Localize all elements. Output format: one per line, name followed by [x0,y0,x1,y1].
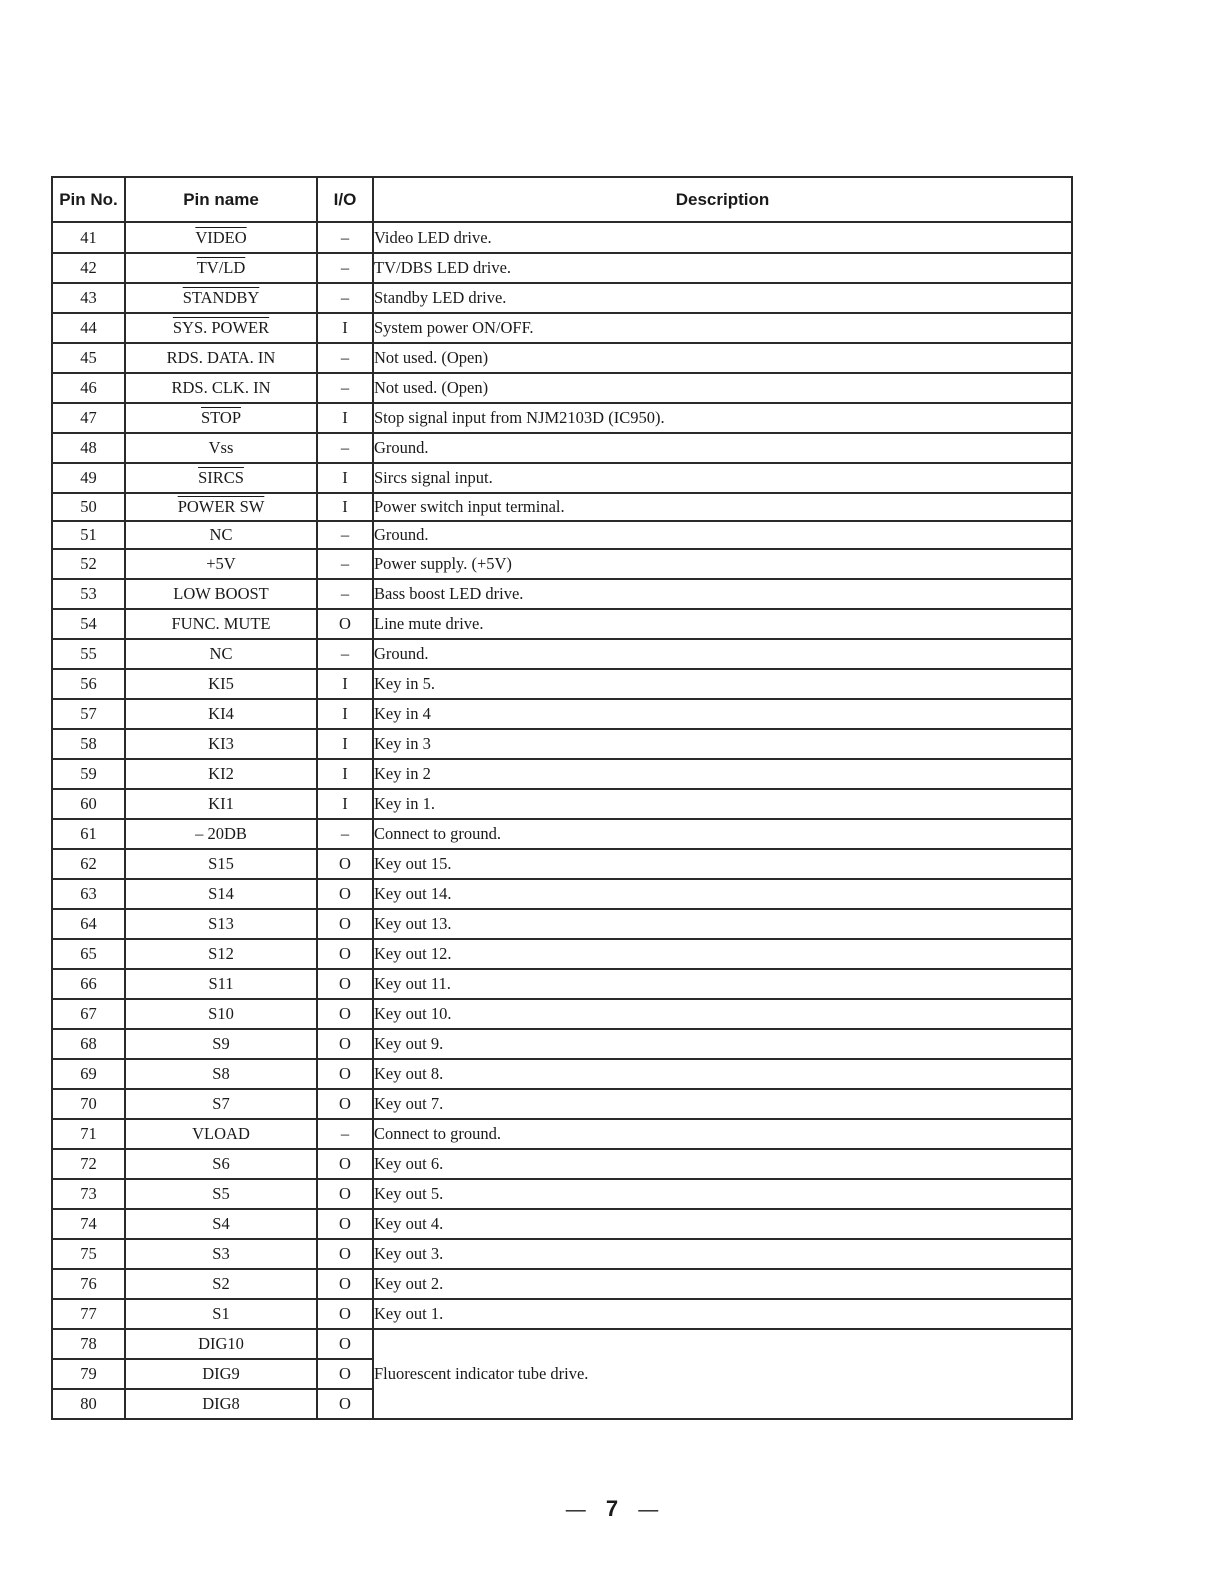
pin-name-text: LOW BOOST [173,584,269,603]
description-cell: Key out 15. [373,849,1072,879]
table-row [52,1179,1072,1209]
pin-number-cell: 53 [52,579,125,609]
pin-number-cell: 72 [52,1149,125,1179]
pin-name-text: KI5 [208,674,234,693]
pin-name-text: RDS. DATA. IN [166,348,276,367]
pin-number-cell: 41 [52,222,125,253]
table-row [52,403,1072,433]
description-cell: Not used. (Open) [373,343,1072,373]
pin-name-cell [125,1149,317,1179]
pin-name-cell [125,579,317,609]
pin-name-cell [125,253,317,283]
pin-name-cell [125,521,317,549]
description-cell: Key out 6. [373,1149,1072,1179]
description-cell: Key out 5. [373,1179,1072,1209]
pin-number-cell: 66 [52,969,125,999]
io-cell: O [317,1299,373,1329]
description-cell: Power supply. (+5V) [373,549,1072,579]
pin-name-cell [125,1269,317,1299]
pin-name-cell [125,729,317,759]
table-row [52,1269,1072,1299]
io-cell: O [317,909,373,939]
io-cell: – [317,343,373,373]
pin-name-text: DIG8 [202,1394,240,1413]
pin-number-cell: 61 [52,819,125,849]
pin-number-cell: 70 [52,1089,125,1119]
io-cell: O [317,1269,373,1299]
pin-name-cell [125,1209,317,1239]
pin-name-text: S15 [208,854,234,873]
io-cell: – [317,549,373,579]
pin-name-text: S8 [212,1064,230,1083]
pin-name-text: POWER SW [177,497,265,516]
io-cell: – [317,521,373,549]
table-row [52,283,1072,313]
table-row [52,969,1072,999]
pin-name-cell [125,849,317,879]
table-row [52,1209,1072,1239]
pin-name-text: S7 [212,1094,230,1113]
table-row [52,343,1072,373]
description-cell: Key in 1. [373,789,1072,819]
table-row [52,1059,1072,1089]
io-cell: O [317,1239,373,1269]
io-cell: I [317,669,373,699]
description-cell: Ground. [373,639,1072,669]
pin-name-cell [125,1059,317,1089]
table-row [52,879,1072,909]
io-cell: – [317,373,373,403]
pin-number-cell: 73 [52,1179,125,1209]
description-cell: Key in 5. [373,669,1072,699]
description-cell: Fluorescent indicator tube drive. [373,1329,1072,1419]
io-cell: I [317,699,373,729]
description-cell: Stop signal input from NJM2103D (IC950). [373,403,1072,433]
io-cell: O [317,1179,373,1209]
description-cell: Key in 4 [373,699,1072,729]
pin-name-text: S5 [212,1184,230,1203]
pin-description-table [51,176,1073,1420]
description-cell: Key out 9. [373,1029,1072,1059]
pin-number-cell: 77 [52,1299,125,1329]
io-cell: I [317,403,373,433]
pin-name-text: STANDBY [182,288,260,307]
pin-name-text: S2 [212,1274,230,1293]
io-cell: – [317,253,373,283]
pin-name-cell [125,1239,317,1269]
pin-name-text: VIDEO [195,227,247,247]
description-cell: Key out 13. [373,909,1072,939]
io-cell: O [317,1029,373,1059]
table-row [52,819,1072,849]
pin-name-text: – 20DB [195,824,247,843]
pin-name-cell [125,999,317,1029]
table-row [52,373,1072,403]
pin-name-cell [125,1299,317,1329]
pin-name-text: KI1 [208,794,234,813]
table-row [52,579,1072,609]
pin-number-cell: 51 [52,521,125,549]
pin-number-cell: 74 [52,1209,125,1239]
description-cell: Ground. [373,521,1072,549]
pin-name-cell [125,1029,317,1059]
table-row [52,1329,1072,1359]
io-cell: O [317,1059,373,1089]
table-row [52,222,1072,253]
pin-number-cell: 78 [52,1329,125,1359]
io-cell: – [317,819,373,849]
description-cell: Video LED drive. [373,222,1072,253]
pin-number-cell: 63 [52,879,125,909]
pin-name-text: KI2 [208,764,234,783]
pin-number-cell: 71 [52,1119,125,1149]
table-row [52,1149,1072,1179]
pin-number-cell: 75 [52,1239,125,1269]
header-pin-name: Pin name [125,177,317,222]
io-cell: – [317,1119,373,1149]
table-row [52,909,1072,939]
header-io: I/O [317,177,373,222]
pin-number-cell: 48 [52,433,125,463]
io-cell: O [317,1209,373,1239]
pin-number-cell: 42 [52,253,125,283]
table-row [52,1029,1072,1059]
pin-number-cell: 64 [52,909,125,939]
pin-name-cell [125,373,317,403]
pin-name-text: DIG9 [202,1364,240,1383]
pin-name-cell [125,969,317,999]
pin-name-cell [125,789,317,819]
pin-name-cell [125,1089,317,1119]
pin-number-cell: 68 [52,1029,125,1059]
io-cell: I [317,729,373,759]
pin-number-cell: 69 [52,1059,125,1089]
footer-dash-left: — [565,1499,586,1521]
page-number: 7 [605,1496,619,1521]
description-cell: Bass boost LED drive. [373,579,1072,609]
table-row [52,669,1072,699]
pin-name-text: S9 [212,1034,230,1053]
table-row [52,939,1072,969]
pin-name-cell [125,1389,317,1419]
pin-name-cell [125,939,317,969]
pin-number-cell: 65 [52,939,125,969]
pin-number-cell: 67 [52,999,125,1029]
pin-name-cell [125,819,317,849]
pin-name-text: S13 [208,914,234,933]
description-cell: Key out 12. [373,939,1072,969]
pin-name-text: S10 [208,1004,234,1023]
table-row [52,493,1072,521]
pin-number-cell: 80 [52,1389,125,1419]
description-cell: Power switch input terminal. [373,493,1072,521]
pin-name-cell [125,549,317,579]
pin-name-text: TV/LD [196,258,246,277]
pin-name-cell [125,433,317,463]
pin-name-cell [125,403,317,433]
description-cell: Standby LED drive. [373,283,1072,313]
io-cell: – [317,283,373,313]
pin-name-cell [125,639,317,669]
pin-number-cell: 47 [52,403,125,433]
pin-name-text: S14 [208,884,234,903]
io-cell: I [317,789,373,819]
pin-number-cell: 59 [52,759,125,789]
pin-name-cell [125,313,317,343]
table-row [52,729,1072,759]
pin-number-cell: 58 [52,729,125,759]
pin-name-cell [125,699,317,729]
io-cell: O [317,999,373,1029]
pin-name-cell [125,609,317,639]
pin-number-cell: 56 [52,669,125,699]
pin-name-text: DIG10 [198,1334,244,1353]
header-description: Description [373,177,1072,222]
pin-name-text: SIRCS [198,468,244,487]
description-cell: TV/DBS LED drive. [373,253,1072,283]
header-pin-no: Pin No. [52,177,125,222]
table-row [52,999,1072,1029]
description-cell: Key out 7. [373,1089,1072,1119]
pin-number-cell: 45 [52,343,125,373]
footer-dash-right: — [638,1499,659,1521]
io-cell: O [317,969,373,999]
io-cell: – [317,639,373,669]
table-row [52,521,1072,549]
io-cell: I [317,313,373,343]
description-cell: Not used. (Open) [373,373,1072,403]
description-cell: Sircs signal input. [373,463,1072,493]
table-row [52,1239,1072,1269]
io-cell: O [317,879,373,909]
description-cell: Key out 3. [373,1239,1072,1269]
description-cell: System power ON/OFF. [373,313,1072,343]
pin-name-cell [125,493,317,521]
description-cell: Key out 4. [373,1209,1072,1239]
pin-name-cell [125,1119,317,1149]
pin-number-cell: 55 [52,639,125,669]
pin-name-text: S3 [212,1244,230,1263]
description-cell: Key out 11. [373,969,1072,999]
description-cell: Key out 8. [373,1059,1072,1089]
pin-name-cell [125,222,317,253]
table-row [52,759,1072,789]
pin-name-text: NC [209,525,233,544]
pin-number-cell: 79 [52,1359,125,1389]
pin-name-text: +5V [206,554,236,573]
pin-name-cell [125,1329,317,1359]
pin-number-cell: 54 [52,609,125,639]
page-footer [0,1496,1224,1522]
description-cell: Connect to ground. [373,1119,1072,1149]
io-cell: – [317,433,373,463]
table-row [52,1089,1072,1119]
pin-number-cell: 76 [52,1269,125,1299]
table-row [52,789,1072,819]
pin-number-cell: 52 [52,549,125,579]
pin-number-cell: 44 [52,313,125,343]
description-cell: Line mute drive. [373,609,1072,639]
pin-name-text: Vss [208,438,234,457]
table-row [52,1299,1072,1329]
table-row [52,313,1072,343]
pin-name-cell [125,879,317,909]
description-cell: Ground. [373,433,1072,463]
pin-name-cell [125,343,317,373]
io-cell: O [317,1329,373,1359]
table-body [52,222,1072,1419]
pin-name-text: S4 [212,1214,230,1233]
pin-name-cell [125,1179,317,1209]
pin-number-cell: 50 [52,493,125,521]
io-cell: O [317,1149,373,1179]
io-cell: I [317,759,373,789]
io-cell: O [317,939,373,969]
io-cell: – [317,222,373,253]
io-cell: I [317,463,373,493]
pin-number-cell: 60 [52,789,125,819]
table-row [52,433,1072,463]
pin-number-cell: 46 [52,373,125,403]
description-cell: Key out 1. [373,1299,1072,1329]
description-cell: Key out 14. [373,879,1072,909]
pin-number-cell: 57 [52,699,125,729]
table-row [52,639,1072,669]
pin-name-cell [125,759,317,789]
pin-name-cell [125,1359,317,1389]
pin-number-cell: 43 [52,283,125,313]
description-cell: Key out 2. [373,1269,1072,1299]
io-cell: O [317,849,373,879]
table-row [52,609,1072,639]
table-row [52,849,1072,879]
description-cell: Key in 2 [373,759,1072,789]
pin-name-text: S1 [212,1304,230,1323]
pin-name-text: KI4 [208,704,234,723]
io-cell: O [317,609,373,639]
description-cell: Key out 10. [373,999,1072,1029]
io-cell: I [317,493,373,521]
io-cell: O [317,1389,373,1419]
io-cell: O [317,1089,373,1119]
description-cell: Key in 3 [373,729,1072,759]
table-header-row [52,177,1072,222]
pin-name-cell [125,463,317,493]
pin-name-text: NC [209,644,233,663]
io-cell: O [317,1359,373,1389]
table-row [52,699,1072,729]
pin-name-cell [125,283,317,313]
io-cell: – [317,579,373,609]
pin-number-cell: 49 [52,463,125,493]
pin-name-text: RDS. CLK. IN [171,378,271,397]
table-row [52,1119,1072,1149]
pin-name-text: FUNC. MUTE [171,614,271,633]
pin-name-cell [125,909,317,939]
pin-name-text: KI3 [208,734,234,753]
table-row [52,463,1072,493]
pin-name-text: S12 [208,944,234,963]
pin-name-text: S11 [208,974,234,993]
pin-name-cell [125,669,317,699]
pin-number-cell: 62 [52,849,125,879]
pin-name-text: VLOAD [192,1124,250,1143]
table-row [52,253,1072,283]
pin-name-text: S6 [212,1154,230,1173]
description-cell: Connect to ground. [373,819,1072,849]
table-row [52,549,1072,579]
pin-name-text: STOP [200,408,242,427]
pin-name-text: SYS. POWER [172,318,270,337]
